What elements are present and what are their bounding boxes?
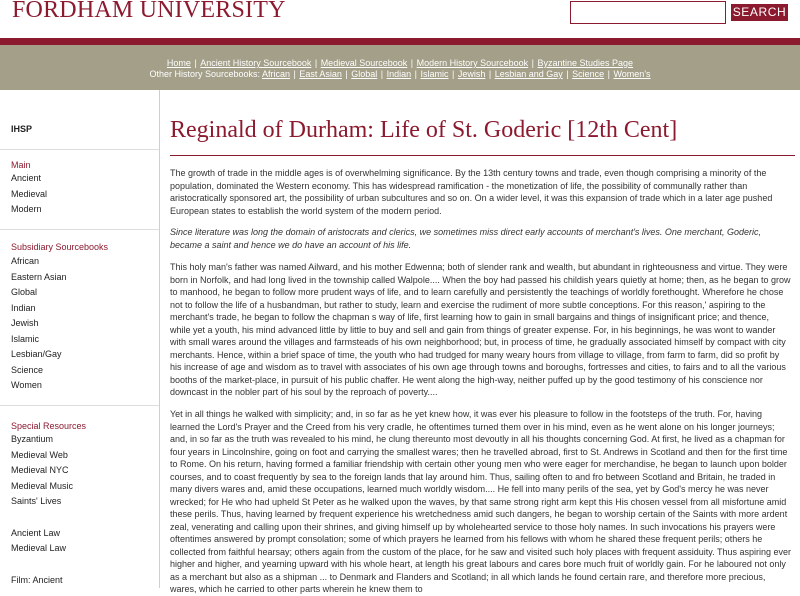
sidebar-item-eastern-asian[interactable]: Eastern Asian [11, 272, 67, 282]
sidebar-item-film-ancient[interactable]: Film: Ancient [11, 575, 63, 585]
sidebar-item-byzantium[interactable]: Byzantium [11, 434, 54, 444]
sidebar-heading-subsidiary: Subsidiary Sourcebooks [11, 242, 109, 252]
nav-link-lesbian-and-gay[interactable]: Lesbian and Gay [494, 69, 563, 79]
site-logo[interactable]: FORDHAM UNIVERSITY [12, 0, 286, 23]
sidebar-ihsp[interactable]: IHSP [11, 124, 33, 134]
nav-link-womens[interactable]: Women's [613, 69, 651, 79]
sidebar [0, 90, 160, 588]
title-divider [170, 155, 795, 156]
site-header [0, 0, 800, 36]
search-input[interactable] [570, 1, 726, 24]
sidebar-item-women[interactable]: Women [11, 380, 42, 390]
sidebar-divider [0, 149, 159, 150]
sidebar-item-ancient[interactable]: Ancient [11, 173, 42, 183]
sidebar-item-jewish[interactable]: Jewish [11, 318, 39, 328]
sidebar-item-african[interactable]: African [11, 256, 40, 266]
nav-row-primary: Home | Ancient History Sourcebook | Medieval Sourcebook | Modern History Sourcebook | Byzantine Studies Page [166, 58, 634, 68]
nav-link-indian[interactable]: Indian [386, 69, 412, 79]
body-paragraph-2: Yet in all things he walked with simplicity; and, in so far as he yet knew how, it was ever his pleasure to follow in the footsteps of the truth. For, having learned the Lord's Prayer and the Creed from his very cradle, he oftentimes turned them over in his mind, even as he went alone on his longer journeys; and, in so far as the truth was revealed to his mind, he clung thereunto most devoutly in all his thoughts concerning God. At first, he lived as a chapman for four years in Lincolnshire, going on foot and carrying the smallest wares; then he travelled abroad, first to St. Andrews in Scotland and then for the first time to Rome. On his return, having formed a familiar friendship with certain other young men who were eager for merchandise, he began to launch upon bolder courses, and to coast frequently by sea to the foreign lands that lay around him. Thus, sailing often to and fro between Scotland and Britain, he traded in many divers wares and, amid these occupations, learned much worldly wisdom.... He fell into many perils of the sea, yet by God's mercy he was never wrecked; for He who had upheld St Peter as he walked upon the waves, by that same strong right arm kept this His chosen vessel from all misfortune amid these perils. Thus, having learned by frequent experience his wretchedness amid such dangers, he began to worship certain of the Saints with more ardent zeal, venerating and calling upon their shrines, and giving himself up by wholehearted service to those holy names. In such invocations his prayers were oftentimes answered by prompt consolation; some of which prayers he learned from his fellows with whom he shared these frequent perils; others he collected from faithful hearsay; others again from the custom of the place, for he saw and visited such holy places with frequent assiduity. Thus aspiring ever higher and higher, and yearning upward with his whole heart, at length his great labours and cares bore much fruit of worldly gain. For he laboured not only as a merchant but also as a shipman ... to Denmark and Flanders and Scotland; in all which lands he found certain rare, and therefore more precious, wares, which he carried to other parts wherein he knew them to [170, 409, 791, 594]
sidebar-item-saints-lives[interactable]: Saints' Lives [11, 496, 62, 506]
nav-other-label: Other History Sourcebooks: [149, 69, 260, 79]
sidebar-item-medieval[interactable]: Medieval [11, 189, 48, 199]
sidebar-item-medieval-law[interactable]: Medieval Law [11, 543, 67, 553]
body-paragraph-1: This holy man's father was named Ailward, and his mother Edwenna; both of slender rank and wealth, but abundant in righteousness and virtue. They were born in Norfolk, and had long lived in the township called Walpole.... When the boy had passed his childish years quietly at home; then, as he began to grow to manhood, he began to follow more prudent ways of life, and to learn carefully and persistently the teachings of worldly forethought. Wherefore he chose not to follow the life of a husbandman, but rather to study, learn and exercise the rudiment of more subtle conceptions. For this reason,' aspiring to the merchant's trade, he began to follow the chapman s way of life, first learning how to gain in small bargains and things of insignificant price; and thence, while yet a youth, his mind advanced little by little to buy and sell and gain from things of greater expense. For, in his beginnings, he was wont to wander with small wares around the villages and farmsteads of his own neighborhood; but, in process of time, he gradually associated himself by compact with city merchants. Hence, within a brief space of time, the youth who had trudged for many weary hours from village to village, from farm to farm, did so profit by his increase of age and wisdom as to travel with associates of his own age through towns and boroughs, fortresses and cities, to fairs and to all the various booths of the market-place, in pursuit of his public chaffer. He went along the high-way, neither puffed up by the good testimony of his conscience nor downcast in the nobler part of his soul by the reproach of poverty.... [170, 262, 791, 397]
sidebar-item-medieval-web[interactable]: Medieval Web [11, 450, 68, 460]
nav-link-byzantine-studies[interactable]: Byzantine Studies Page [537, 58, 634, 68]
search-button[interactable]: SEARCH [732, 5, 787, 19]
sidebar-item-indian[interactable]: Indian [11, 303, 36, 313]
sidebar-divider [0, 229, 159, 230]
sourcebook-nav [0, 45, 800, 90]
sidebar-item-science[interactable]: Science [11, 365, 44, 375]
sidebar-item-medieval-music[interactable]: Medieval Music [11, 481, 74, 491]
sidebar-divider [0, 405, 159, 406]
sidebar-heading-special: Special Resources [11, 421, 87, 431]
nav-link-global[interactable]: Global [351, 69, 378, 79]
nav-link-medieval-sourcebook[interactable]: Medieval Sourcebook [320, 58, 408, 68]
nav-link-modern-history-sourcebook[interactable]: Modern History Sourcebook [416, 58, 529, 68]
sidebar-item-islamic[interactable]: Islamic [11, 334, 40, 344]
nav-link-islamic[interactable]: Islamic [420, 69, 449, 79]
intro-paragraph: The growth of trade in the middle ages is of overwhelming significance. By the 13th century towns and trade, even though comprising a minority of the population, dominated the Western economy. This has widespread ramification - the monetization of life, the possibility of communally rather than aristocratically sponsored art, the possibility of urban subcultures and so on. On a wider level, it was this expansion of trade which in a later age pushed European states to establish the world system of the modern period. [170, 168, 773, 216]
sidebar-item-modern[interactable]: Modern [11, 204, 42, 214]
nav-row-other-sourcebooks: Other History Sourcebooks: African | East Asian | Global | Indian | Islamic | Jewish | Lesbian and Gay | Science | Women's [149, 69, 651, 79]
nav-link-east-asian[interactable]: East Asian [299, 69, 342, 79]
nav-link-jewish[interactable]: Jewish [457, 69, 486, 79]
nav-link-african[interactable]: African [262, 69, 291, 79]
sidebar-heading-main: Main [11, 160, 31, 170]
sidebar-item-lesbian-gay[interactable]: Lesbian/Gay [11, 349, 62, 359]
page-title: Reginald of Durham: Life of St. Goderic [12th Cent] [170, 117, 678, 143]
nav-link-science[interactable]: Science [572, 69, 605, 79]
sidebar-item-ancient-law[interactable]: Ancient Law [11, 528, 61, 538]
header-divider-bar [0, 38, 800, 45]
sidebar-item-medieval-nyc[interactable]: Medieval NYC [11, 465, 69, 475]
nav-link-ancient-history-sourcebook[interactable]: Ancient History Sourcebook [200, 58, 312, 68]
nav-link-home[interactable]: Home [166, 58, 191, 68]
italic-intro-paragraph: Since literature was long the domain of aristocrats and clerics, we sometimes miss direct early accounts of merchant's lives. One merchant, Goderic, became a saint and hence we do have an account of his life. [170, 227, 761, 250]
sidebar-item-global[interactable]: Global [11, 287, 38, 297]
